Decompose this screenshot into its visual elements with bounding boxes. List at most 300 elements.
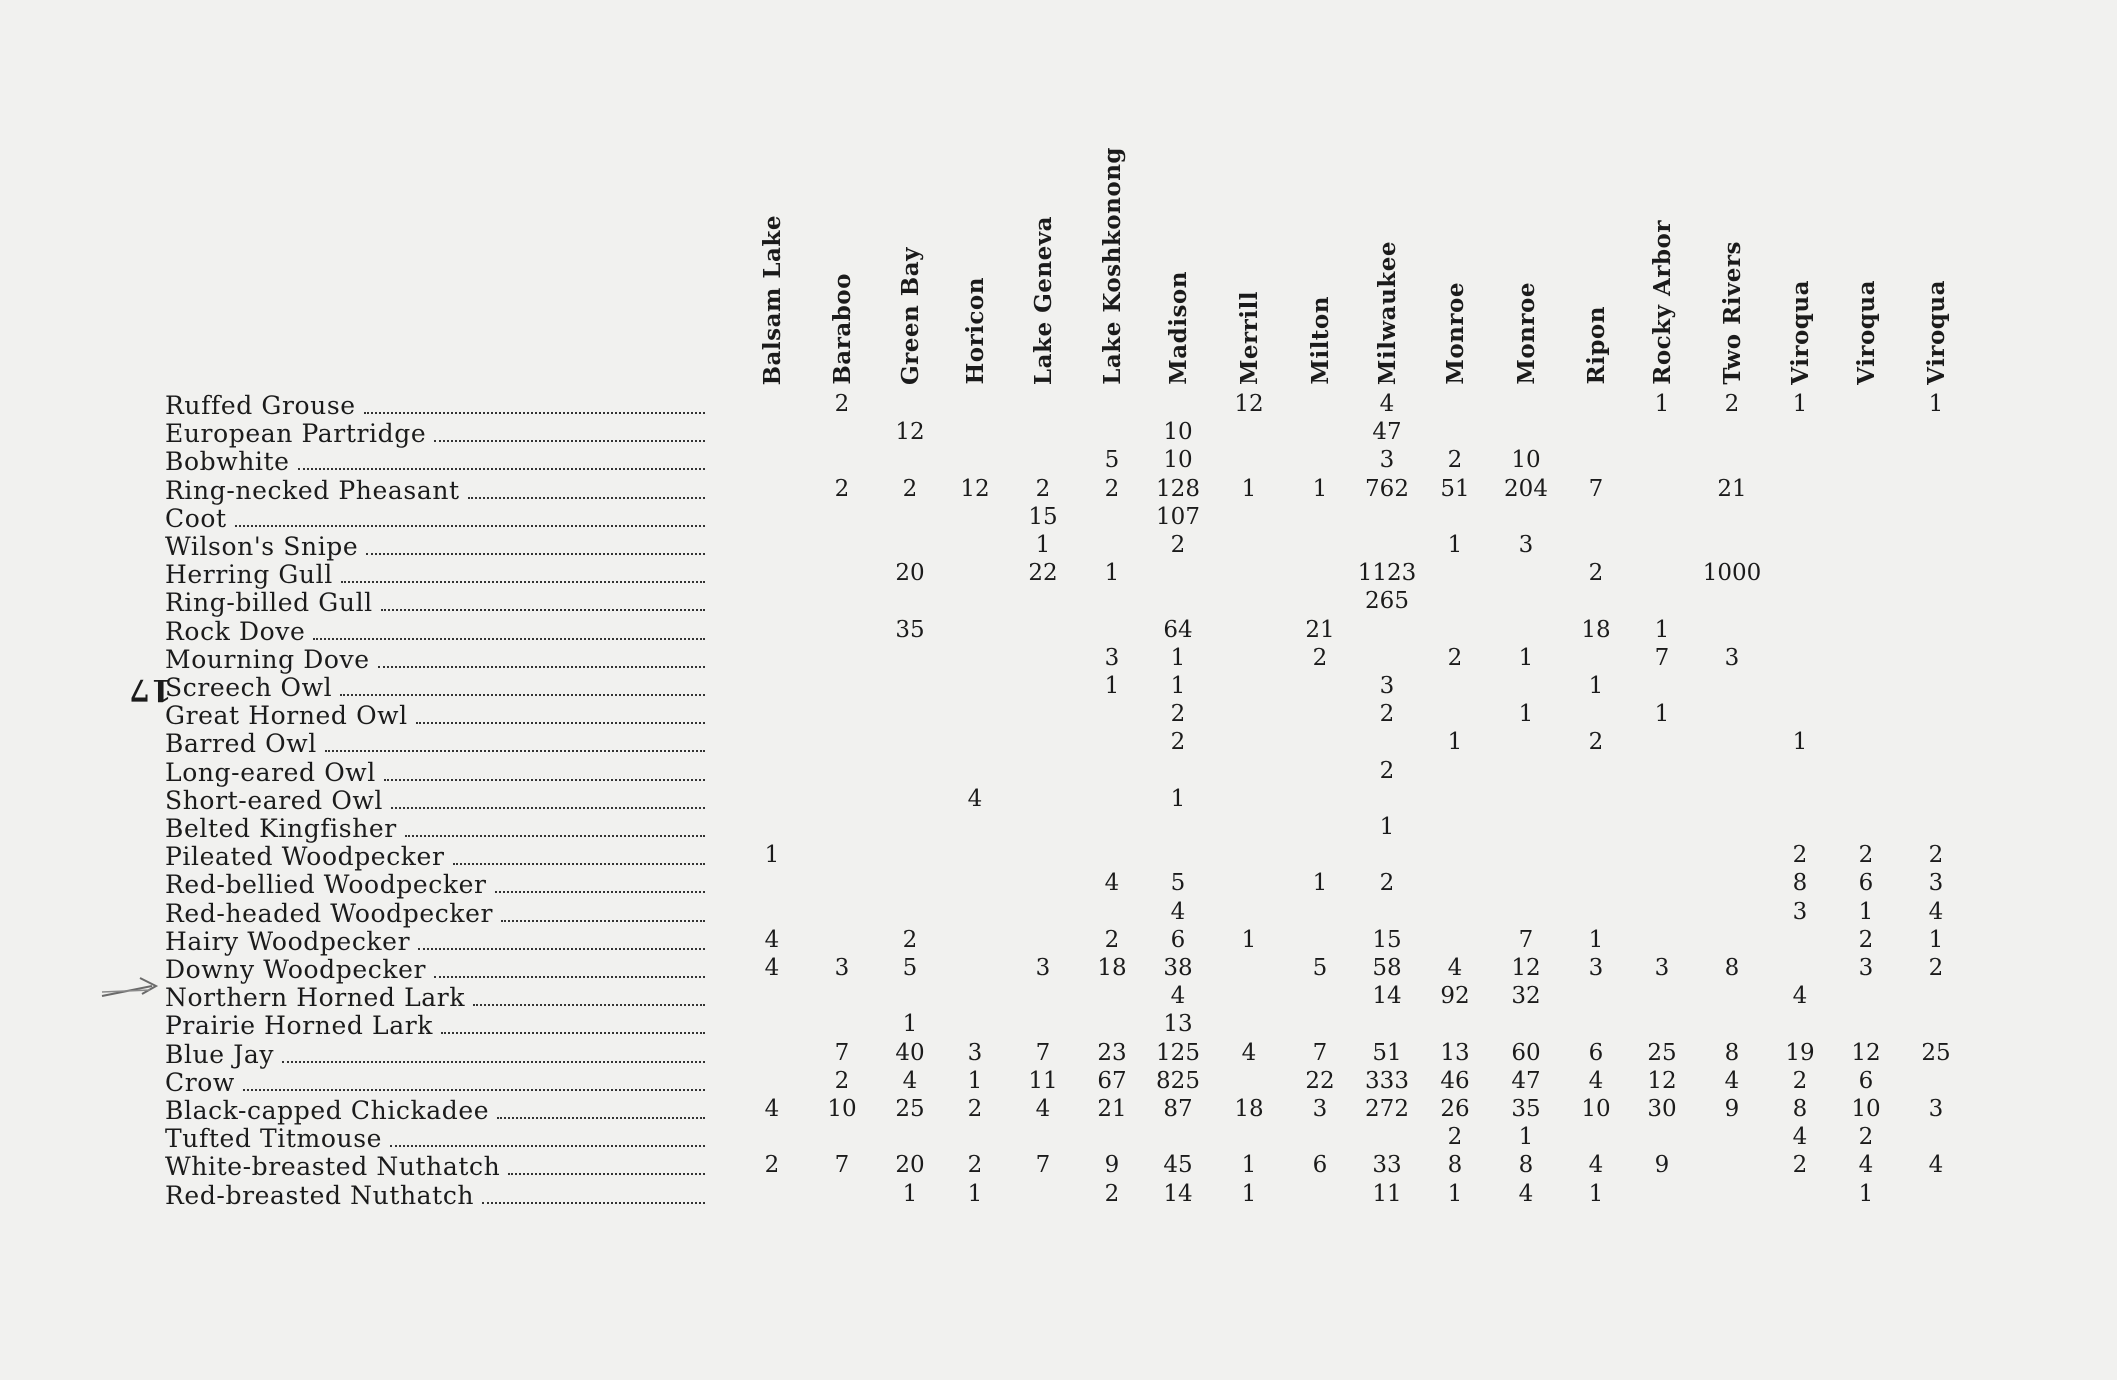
count-cell: 35 [1511, 1096, 1541, 1122]
count-cell: 10 [1851, 1096, 1881, 1122]
count-cell: 1 [1447, 729, 1463, 756]
count-cell: 58 [1372, 955, 1402, 981]
count-cell: 3 [1654, 955, 1670, 981]
count-cell: 1 [1858, 1180, 1874, 1207]
table-row [165, 674, 705, 702]
count-cell: 8 [1724, 955, 1740, 981]
count-cell: 2 [834, 475, 850, 502]
species-name: Herring Gull [165, 560, 333, 590]
table-row [165, 730, 705, 758]
count-cell: 4 [764, 955, 780, 981]
count-cell: 4 [1792, 1124, 1808, 1151]
species-name: Crow [165, 1067, 235, 1097]
count-cell: 18 [1097, 955, 1127, 981]
count-cell: 1 [1035, 532, 1051, 558]
count-cell: 11 [1028, 1067, 1058, 1094]
dot-leader [441, 1032, 705, 1034]
dot-leader [391, 807, 705, 809]
count-cell: 32 [1511, 983, 1541, 1010]
count-cell: 2 [1792, 842, 1808, 869]
dot-leader [340, 694, 705, 696]
count-cell: 12 [960, 475, 990, 502]
count-cell: 7 [1518, 926, 1534, 953]
count-cell: 1 [1312, 475, 1328, 502]
count-cell: 9 [1104, 1152, 1120, 1179]
count-cell: 2 [902, 926, 918, 953]
count-cell: 1 [1928, 926, 1944, 953]
column-header: Baraboo [828, 273, 856, 385]
table-row [165, 1125, 705, 1153]
species-name: Long-eared Owl [165, 757, 376, 787]
count-cell: 3 [1379, 447, 1395, 474]
count-cell: 4 [1518, 1180, 1534, 1207]
dot-leader [384, 779, 705, 781]
column-header: Balsam Lake [758, 215, 786, 386]
count-cell: 8 [1792, 870, 1808, 897]
count-cell: 762 [1365, 475, 1409, 502]
count-cell: 4 [1104, 870, 1120, 897]
dot-leader [366, 553, 705, 555]
species-name: Downy Woodpecker [165, 955, 427, 984]
species-name: Rock Dove [165, 616, 306, 646]
column-header: Monroe [1441, 282, 1469, 385]
count-cell: 6 [1858, 1067, 1874, 1094]
dot-leader [390, 1145, 705, 1147]
count-cell: 8 [1792, 1096, 1808, 1122]
count-cell: 2 [1104, 475, 1120, 502]
count-cell: 1 [1858, 898, 1874, 925]
count-cell: 1 [1312, 870, 1328, 897]
count-cell: 47 [1511, 1067, 1541, 1094]
count-cell: 1 [967, 1067, 983, 1094]
table-row [165, 448, 705, 476]
dot-leader [325, 750, 705, 752]
count-cell: 2 [1447, 1124, 1463, 1151]
count-cell: 38 [1163, 955, 1193, 981]
count-cell: 12 [1234, 391, 1264, 417]
count-cell: 10 [1581, 1096, 1611, 1122]
count-cell: 92 [1440, 983, 1470, 1010]
dot-leader [482, 1202, 705, 1204]
species-name: Hairy Woodpecker [165, 926, 411, 956]
table-row [165, 928, 705, 956]
count-cell: 67 [1097, 1067, 1127, 1094]
dot-leader [508, 1173, 705, 1175]
count-cell: 3 [1792, 898, 1808, 925]
count-cell: 64 [1163, 616, 1193, 643]
table-row [165, 561, 705, 589]
table-row [165, 1182, 705, 1210]
count-cell: 204 [1504, 475, 1548, 502]
count-cell: 33 [1372, 1152, 1402, 1179]
count-cell: 1 [1241, 926, 1257, 953]
count-cell: 2 [1379, 701, 1395, 728]
count-cell: 8 [1518, 1152, 1534, 1179]
count-cell: 2 [967, 1152, 983, 1179]
count-cell: 7 [1035, 1152, 1051, 1179]
count-cell: 2 [1858, 842, 1874, 869]
count-cell: 2 [967, 1096, 983, 1122]
count-cell: 3 [1724, 644, 1740, 671]
count-cell: 9 [1654, 1152, 1670, 1179]
table-row [165, 759, 705, 787]
count-cell: 4 [1170, 898, 1186, 925]
count-cell: 7 [1654, 644, 1670, 671]
table-row [165, 702, 705, 730]
count-cell: 2 [834, 391, 850, 417]
species-name: Tufted Titmouse [165, 1124, 383, 1154]
count-cell: 272 [1365, 1096, 1409, 1122]
count-cell: 2 [1928, 955, 1944, 981]
count-cell: 7 [1588, 475, 1604, 502]
dot-leader [453, 863, 705, 865]
count-cell: 4 [902, 1067, 918, 1094]
count-cell: 1 [1447, 532, 1463, 558]
table-row [165, 1069, 705, 1097]
column-header: Rocky Arbor [1648, 220, 1676, 385]
count-cell: 125 [1156, 1039, 1200, 1066]
count-cell: 60 [1511, 1039, 1541, 1066]
table-row [165, 1041, 705, 1069]
table-row [165, 871, 705, 899]
count-cell: 4 [1588, 1067, 1604, 1094]
count-cell: 15 [1372, 926, 1402, 953]
table-row [165, 392, 705, 420]
count-cell: 13 [1440, 1039, 1470, 1066]
column-header: Two Rivers [1718, 241, 1746, 385]
column-header: Merrill [1235, 291, 1263, 386]
column-header: Green Bay [896, 247, 924, 385]
count-cell: 128 [1156, 475, 1200, 502]
table-row [165, 589, 705, 617]
count-cell: 1 [967, 1180, 983, 1207]
count-cell: 1 [1588, 673, 1604, 699]
column-header: Lake Geneva [1029, 216, 1057, 386]
count-cell: 12 [895, 419, 925, 446]
count-cell: 14 [1372, 983, 1402, 1010]
count-cell: 1000 [1702, 560, 1762, 587]
species-name: White-breasted Nuthatch [165, 1152, 501, 1182]
count-cell: 2 [1724, 391, 1740, 417]
count-cell: 6 [1858, 870, 1874, 897]
count-cell: 18 [1234, 1096, 1264, 1122]
dot-leader [416, 722, 705, 724]
count-cell: 1 [1518, 701, 1534, 728]
count-cell: 1 [1792, 391, 1808, 417]
page-number: 17 [128, 672, 172, 707]
count-cell: 6 [1312, 1152, 1328, 1179]
count-cell: 2 [1447, 644, 1463, 671]
count-cell: 51 [1440, 475, 1470, 502]
count-cell: 2 [1792, 1067, 1808, 1094]
count-cell: 4 [967, 785, 983, 812]
count-cell: 1 [1588, 926, 1604, 953]
count-cell: 18 [1581, 616, 1611, 643]
count-cell: 2 [1035, 475, 1051, 502]
species-name: Bobwhite [165, 447, 290, 477]
count-cell: 1 [764, 842, 780, 869]
count-cell: 3 [1312, 1096, 1328, 1122]
species-name: Short-eared Owl [165, 785, 384, 815]
count-cell: 7 [1035, 1039, 1051, 1066]
count-cell: 6 [1170, 926, 1186, 953]
count-cell: 5 [1312, 955, 1328, 981]
count-cell: 12 [1511, 955, 1541, 981]
count-cell: 22 [1028, 560, 1058, 587]
count-cell: 3 [1379, 673, 1395, 699]
count-cell: 1 [1170, 673, 1186, 699]
table-row [165, 900, 705, 928]
species-name: European Partridge [165, 419, 427, 449]
count-cell: 12 [1647, 1067, 1677, 1094]
column-header: Milwaukee [1373, 241, 1401, 386]
species-name: Ring-necked Pheasant [165, 475, 460, 505]
count-cell: 12 [1851, 1039, 1881, 1066]
count-cell: 2 [1170, 729, 1186, 756]
count-cell: 333 [1365, 1067, 1409, 1094]
count-cell: 107 [1156, 503, 1200, 530]
count-cell: 3 [1928, 1096, 1944, 1122]
count-cell: 4 [764, 1096, 780, 1122]
dot-leader [468, 497, 705, 499]
dot-leader [473, 1004, 705, 1006]
count-cell: 2 [1104, 926, 1120, 953]
dot-leader [434, 976, 705, 978]
count-cell: 14 [1163, 1180, 1193, 1207]
count-cell: 3 [967, 1039, 983, 1066]
count-cell: 40 [895, 1039, 925, 1066]
count-cell: 4 [764, 926, 780, 953]
count-cell: 2 [1379, 757, 1395, 784]
table-row [165, 533, 705, 561]
count-cell: 26 [1440, 1096, 1470, 1122]
count-cell: 4 [1588, 1152, 1604, 1179]
count-cell: 4 [1241, 1039, 1257, 1066]
count-cell: 3 [1588, 955, 1604, 981]
species-name: Screech Owl [165, 673, 333, 702]
dot-leader [501, 920, 705, 922]
column-header: Viroqua [1922, 280, 1950, 385]
species-name: Ring-billed Gull [165, 588, 373, 618]
column-header: Viroqua [1852, 280, 1880, 385]
count-cell: 1 [1241, 475, 1257, 502]
dot-leader [405, 835, 705, 837]
count-cell: 22 [1305, 1067, 1335, 1094]
count-cell: 1 [1588, 1180, 1604, 1207]
table-row [165, 984, 705, 1012]
count-cell: 2 [834, 1067, 850, 1094]
count-cell: 10 [827, 1096, 857, 1122]
species-name: Northern Horned Lark [165, 983, 466, 1013]
count-cell: 35 [895, 616, 925, 643]
column-header: Madison [1164, 271, 1192, 385]
count-cell: 2 [902, 475, 918, 502]
count-cell: 4 [1447, 955, 1463, 981]
dot-leader [418, 948, 705, 950]
table-row [165, 1097, 705, 1125]
count-cell: 1 [1654, 391, 1670, 417]
count-cell: 2 [1170, 701, 1186, 728]
species-name: Coot [165, 503, 227, 533]
count-cell: 1 [902, 1180, 918, 1207]
species-name: Black-capped Chickadee [165, 1096, 490, 1125]
count-cell: 3 [1518, 532, 1534, 558]
count-cell: 2 [1312, 644, 1328, 671]
count-cell: 2 [1858, 1124, 1874, 1151]
count-cell: 1123 [1357, 560, 1417, 587]
count-cell: 87 [1163, 1096, 1193, 1122]
count-cell: 8 [1447, 1152, 1463, 1179]
count-cell: 21 [1717, 475, 1747, 502]
count-cell: 30 [1647, 1096, 1677, 1122]
dot-leader [378, 666, 705, 668]
count-cell: 265 [1365, 588, 1409, 615]
count-cell: 11 [1372, 1180, 1402, 1207]
dot-leader [298, 468, 705, 470]
dot-leader [313, 638, 705, 640]
count-cell: 20 [895, 560, 925, 587]
count-cell: 1 [1170, 785, 1186, 812]
table-row [165, 505, 705, 533]
count-cell: 20 [895, 1152, 925, 1179]
count-cell: 19 [1785, 1039, 1815, 1066]
count-cell: 7 [834, 1039, 850, 1066]
dot-leader [434, 440, 705, 442]
count-cell: 4 [1858, 1152, 1874, 1179]
count-cell: 2 [1858, 926, 1874, 953]
dot-leader [495, 891, 705, 893]
dot-leader [282, 1061, 705, 1063]
count-cell: 1 [1792, 729, 1808, 756]
table-row [165, 420, 705, 448]
count-cell: 2 [1170, 532, 1186, 558]
count-cell: 2 [1588, 729, 1604, 756]
count-cell: 1 [1241, 1152, 1257, 1179]
dot-leader [341, 581, 705, 583]
table-row [165, 477, 705, 505]
count-cell: 23 [1097, 1039, 1127, 1066]
species-name: Ruffed Grouse [165, 391, 356, 420]
species-name: Barred Owl [165, 729, 317, 759]
dot-leader [364, 412, 705, 414]
column-header: Ripon [1582, 306, 1610, 385]
count-cell: 45 [1163, 1152, 1193, 1179]
table-row [165, 956, 705, 984]
species-name: Prairie Horned Lark [165, 1011, 434, 1041]
count-cell: 2 [1588, 560, 1604, 587]
count-cell: 6 [1588, 1039, 1604, 1066]
count-cell: 9 [1724, 1096, 1740, 1122]
count-cell: 5 [1104, 447, 1120, 474]
count-cell: 1 [1104, 673, 1120, 699]
count-cell: 25 [895, 1096, 925, 1122]
count-cell: 46 [1440, 1067, 1470, 1094]
count-cell: 2 [764, 1152, 780, 1179]
table-row [165, 646, 705, 674]
count-cell: 4 [1035, 1096, 1051, 1122]
count-cell: 10 [1163, 419, 1193, 446]
count-cell: 1 [1241, 1180, 1257, 1207]
column-header: Milton [1306, 296, 1334, 385]
column-header: Viroqua [1786, 280, 1814, 385]
count-cell: 21 [1097, 1096, 1127, 1122]
column-header: Lake Koshkonong [1098, 147, 1126, 385]
count-cell: 21 [1305, 616, 1335, 643]
dot-leader [497, 1117, 705, 1119]
count-cell: 1 [1654, 616, 1670, 643]
count-cell: 4 [1724, 1067, 1740, 1094]
count-cell: 1 [1447, 1180, 1463, 1207]
count-cell: 5 [1170, 870, 1186, 897]
count-cell: 4 [1170, 983, 1186, 1010]
count-cell: 51 [1372, 1039, 1402, 1066]
count-cell: 1 [1654, 701, 1670, 728]
count-cell: 10 [1511, 447, 1541, 474]
species-name: Pileated Woodpecker [165, 842, 445, 872]
count-cell: 47 [1372, 419, 1402, 446]
column-header: Monroe [1512, 282, 1540, 385]
dot-leader [243, 1089, 705, 1091]
species-name: Mourning Dove [165, 644, 370, 674]
count-cell: 1 [1170, 644, 1186, 671]
count-cell: 3 [1104, 644, 1120, 671]
species-name: Red-bellied Woodpecker [165, 870, 487, 900]
count-cell: 825 [1156, 1067, 1200, 1094]
dot-leader [381, 609, 705, 611]
count-cell: 8 [1724, 1039, 1740, 1066]
count-cell: 4 [1379, 391, 1395, 417]
species-name: Great Horned Owl [165, 701, 408, 731]
count-cell: 7 [1312, 1039, 1328, 1066]
count-cell: 7 [834, 1152, 850, 1179]
species-name: Blue Jay [165, 1039, 275, 1069]
table-row [165, 815, 705, 843]
count-cell: 2 [1104, 1180, 1120, 1207]
count-cell: 1 [902, 1011, 918, 1038]
table-row [165, 843, 705, 871]
count-cell: 2 [1447, 447, 1463, 474]
count-cell: 3 [834, 955, 850, 981]
count-cell: 25 [1921, 1039, 1951, 1066]
count-cell: 3 [1858, 955, 1874, 981]
table-row [165, 1153, 705, 1181]
handwritten-arrow-icon [100, 974, 170, 1004]
count-cell: 2 [1928, 842, 1944, 869]
count-cell: 4 [1792, 983, 1808, 1010]
table-row [165, 618, 705, 646]
dot-leader [235, 525, 705, 527]
count-cell: 25 [1647, 1039, 1677, 1066]
count-cell: 1 [1104, 560, 1120, 587]
column-header: Horicon [961, 277, 989, 385]
count-cell: 5 [902, 955, 918, 981]
count-cell: 15 [1028, 503, 1058, 530]
count-cell: 3 [1928, 870, 1944, 897]
count-cell: 1 [1379, 814, 1395, 840]
count-cell: 13 [1163, 1011, 1193, 1038]
count-cell: 4 [1928, 898, 1944, 925]
table-row [165, 787, 705, 815]
count-cell: 10 [1163, 447, 1193, 474]
count-cell: 2 [1379, 870, 1395, 897]
count-cell: 4 [1928, 1152, 1944, 1179]
count-cell: 1 [1518, 1124, 1534, 1151]
species-name: Wilson's Snipe [165, 532, 359, 561]
species-name: Red-headed Woodpecker [165, 898, 494, 928]
count-cell: 2 [1792, 1152, 1808, 1179]
species-name: Red-breasted Nuthatch [165, 1180, 475, 1210]
count-cell: 1 [1518, 644, 1534, 671]
